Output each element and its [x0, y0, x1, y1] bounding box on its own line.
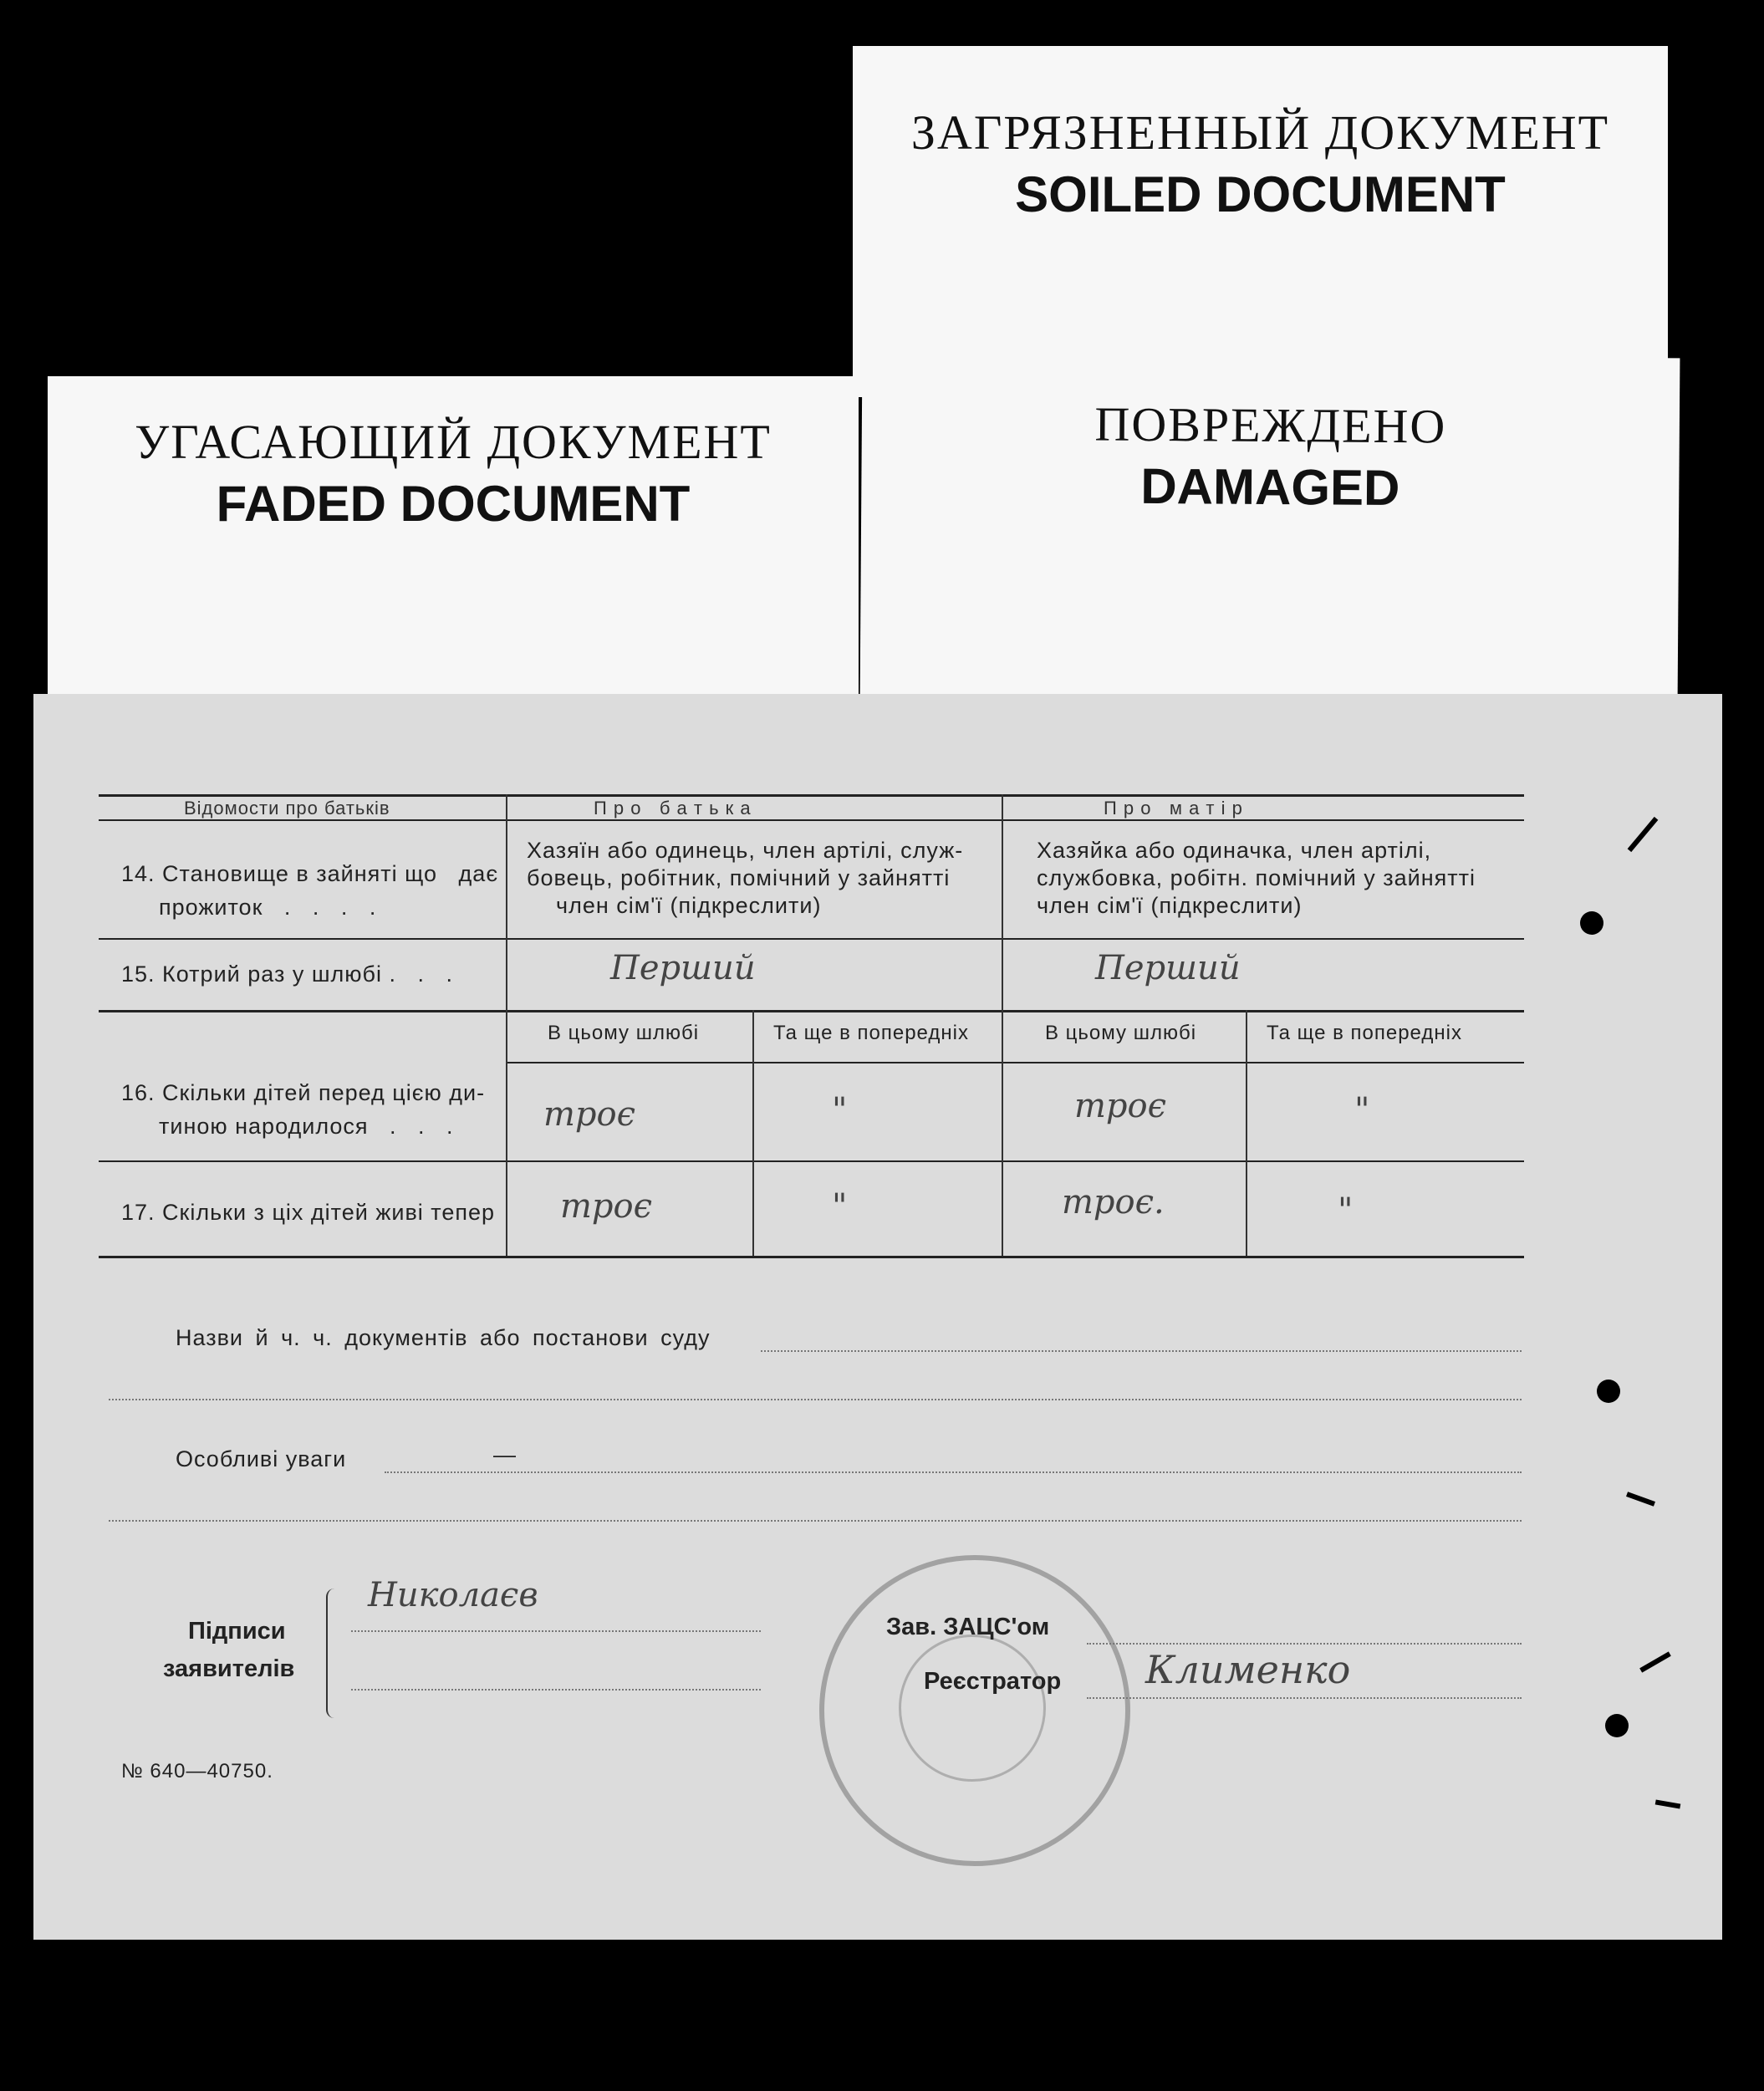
header-parents-info: Відомости про батьків [184, 798, 390, 819]
row17-mother-this: троє. [1062, 1183, 1165, 1221]
subheader-father-prev: Та ще в попередніх [773, 1022, 969, 1044]
header-father: П р о б а т ь к а [594, 798, 752, 819]
official-stamp-inner [899, 1635, 1046, 1782]
row14-father-line1: Хазяїн або одинець, член артілі, служ- [527, 838, 964, 863]
col-divider-1 [506, 794, 507, 1256]
notes-line-2 [109, 1520, 1522, 1522]
paper-tear [1628, 817, 1659, 852]
row17-father-this: троє [560, 1187, 653, 1226]
registry-form-sheet [33, 694, 1722, 1940]
notes-line-1 [385, 1471, 1522, 1473]
applicant-sign-line-2 [351, 1689, 761, 1691]
row16-label-line1: 16. Скільки дітей перед цією ди- [121, 1080, 486, 1105]
damaged-tag-en: DAMAGED [1140, 457, 1400, 517]
binding-hole [1580, 911, 1603, 935]
row17-mother-prev: " [1338, 1191, 1354, 1230]
row16-label-line2: тиною народилося . . . [159, 1114, 454, 1139]
row17-father-prev: " [832, 1187, 848, 1226]
table-bottom-rule [99, 1256, 1524, 1258]
paper-tear [1626, 1492, 1655, 1507]
soiled-tag-ru: ЗАГРЯЗНЕННЫЙ ДОКУМЕНТ [910, 105, 1610, 160]
docs-label: Назви й ч. ч. документів або постанови суду [176, 1325, 711, 1350]
registrar-sign-line [1087, 1697, 1522, 1699]
row14-mother-line3: член сім'ї (підкреслити) [1037, 893, 1303, 918]
binding-hole [1605, 1714, 1629, 1737]
col-divider-father [752, 1010, 754, 1256]
signatures-label-line1: Підписи [188, 1618, 286, 1645]
faded-document-tag [48, 376, 859, 702]
row15-mother-value: Перший [1095, 949, 1241, 987]
signatures-brace [326, 1589, 339, 1718]
header-rule [99, 819, 1524, 821]
row15-rule [99, 1010, 1524, 1012]
row16-father-this: троє [543, 1095, 636, 1134]
soiled-document-tag [853, 46, 1668, 397]
row16-rule [99, 1160, 1524, 1162]
damaged-tag-ru: ПОВРЕЖДЕНО [1094, 396, 1447, 454]
faded-tag-ru: УГАСАЮЩИЙ ДОКУМЕНТ [135, 415, 772, 469]
signatures-label-line2: заявителів [163, 1655, 295, 1682]
row14-rule [99, 938, 1524, 940]
row14-label-line1: 14. Становище в зайняті що дає [121, 861, 499, 886]
row16-mother-this: троє [1074, 1087, 1167, 1125]
notes-label: Особливі уваги [176, 1446, 347, 1471]
row17-label: 17. Скільки з ціх дітей живі тепер [121, 1200, 496, 1225]
subheader-father-this: В цьому шлюбі [548, 1022, 700, 1044]
row16-father-prev: " [832, 1091, 848, 1130]
row15-father-value: Перший [610, 949, 756, 987]
row15-label: 15. Котрий раз у шлюбі . . . [121, 961, 453, 987]
paper-tear [1655, 1799, 1681, 1808]
row14-mother-line1: Хазяйка або одиначка, член артілі, [1037, 838, 1432, 863]
applicant-signature: Николаєв [368, 1576, 538, 1614]
subheader-mother-prev: Та ще в попередніх [1267, 1022, 1462, 1044]
row14-label-line2: прожиток . . . . [159, 895, 377, 920]
damaged-document-tag [860, 353, 1680, 710]
soiled-tag-en: SOILED DOCUMENT [1015, 166, 1506, 222]
docs-line-1 [761, 1350, 1522, 1352]
row14-mother-line2: службовка, робітн. помічний у зайнятті [1037, 865, 1476, 890]
docs-line-2 [109, 1399, 1522, 1400]
head-label: Зав. ЗАЦС'ом [886, 1614, 1050, 1640]
notes-value: — [493, 1442, 517, 1467]
col-divider-mother [1246, 1010, 1247, 1256]
head-sign-line [1087, 1643, 1522, 1645]
row16-mother-prev: " [1354, 1091, 1370, 1130]
subheader-rule [506, 1062, 1524, 1063]
subheader-mother-this: В цьому шлюбі [1045, 1022, 1197, 1044]
registrar-signature: Клименко [1145, 1647, 1351, 1692]
registrar-label: Реєстратор [924, 1668, 1062, 1695]
row14-father-line3: член сім'ї (підкреслити) [556, 893, 822, 918]
header-mother: П р о м а т і р [1104, 798, 1243, 819]
row14-father-line2: бовець, робітник, помічний у зайнятті [527, 865, 951, 890]
form-number: № 640—40750. [121, 1760, 273, 1782]
paper-tear [1639, 1651, 1671, 1672]
table-top-rule [99, 794, 1524, 797]
faded-tag-en: FADED DOCUMENT [216, 476, 691, 532]
col-divider-2 [1002, 794, 1003, 1256]
binding-hole [1597, 1380, 1620, 1403]
applicant-sign-line-1 [351, 1630, 761, 1632]
